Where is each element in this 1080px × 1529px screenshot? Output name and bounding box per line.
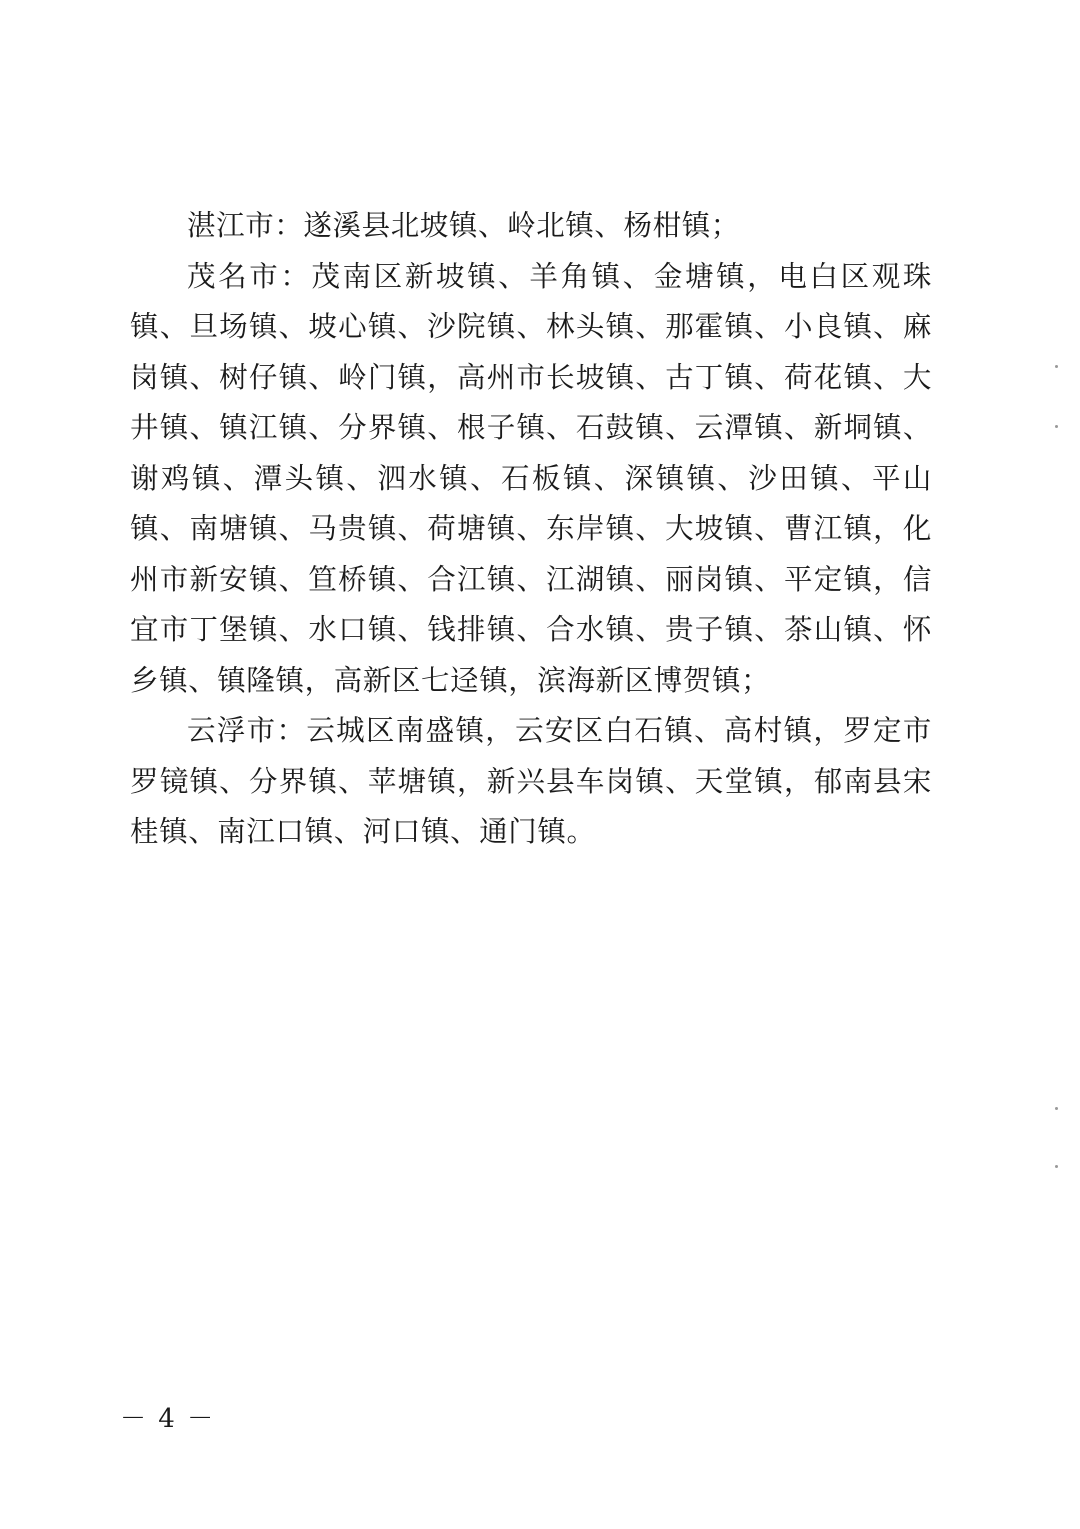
scan-speck xyxy=(1055,1107,1058,1110)
page-number: － 4 － xyxy=(120,1404,216,1434)
paragraph-zhanjiang: 湛江市：遂溪县北坡镇、岭北镇、杨柑镇； xyxy=(187,209,740,242)
scan-speck xyxy=(1055,365,1058,368)
document-body xyxy=(130,201,932,858)
paragraph-yunfu: 云浮市：云城区南盛镇，云安区白石镇、高村镇，罗定市罗镜镇、分界镇、苹塘镇，新兴县车岗镇、天堂镇，郁南县宋桂镇、南江口镇、河口镇、通门镇。 xyxy=(130,714,932,848)
scan-speck xyxy=(1055,425,1058,428)
scan-speck xyxy=(1055,1165,1058,1168)
paragraph-maoming: 茂名市：茂南区新坡镇、羊角镇、金塘镇，电白区观珠镇、旦场镇、坡心镇、沙院镇、林头镇、那霍镇、小良镇、麻岗镇、树仔镇、岭门镇，高州市长坡镇、古丁镇、荷花镇、大井镇、镇江镇、分界镇、根子镇、石鼓镇、云潭镇、新垌镇、谢鸡镇、潭头镇、泗水镇、石板镇、深镇镇、沙田镇、平山镇、南塘镇、马贵镇、荷塘镇、东岸镇、大坡镇、曹江镇，化州市新安镇、笪桥镇、合江镇、江湖镇、丽岗镇、平定镇，信宜市丁堡镇、水口镇、钱排镇、合水镇、贵子镇、茶山镇、怀乡镇、镇隆镇，高新区七迳镇，滨海新区博贺镇； xyxy=(130,259,932,697)
